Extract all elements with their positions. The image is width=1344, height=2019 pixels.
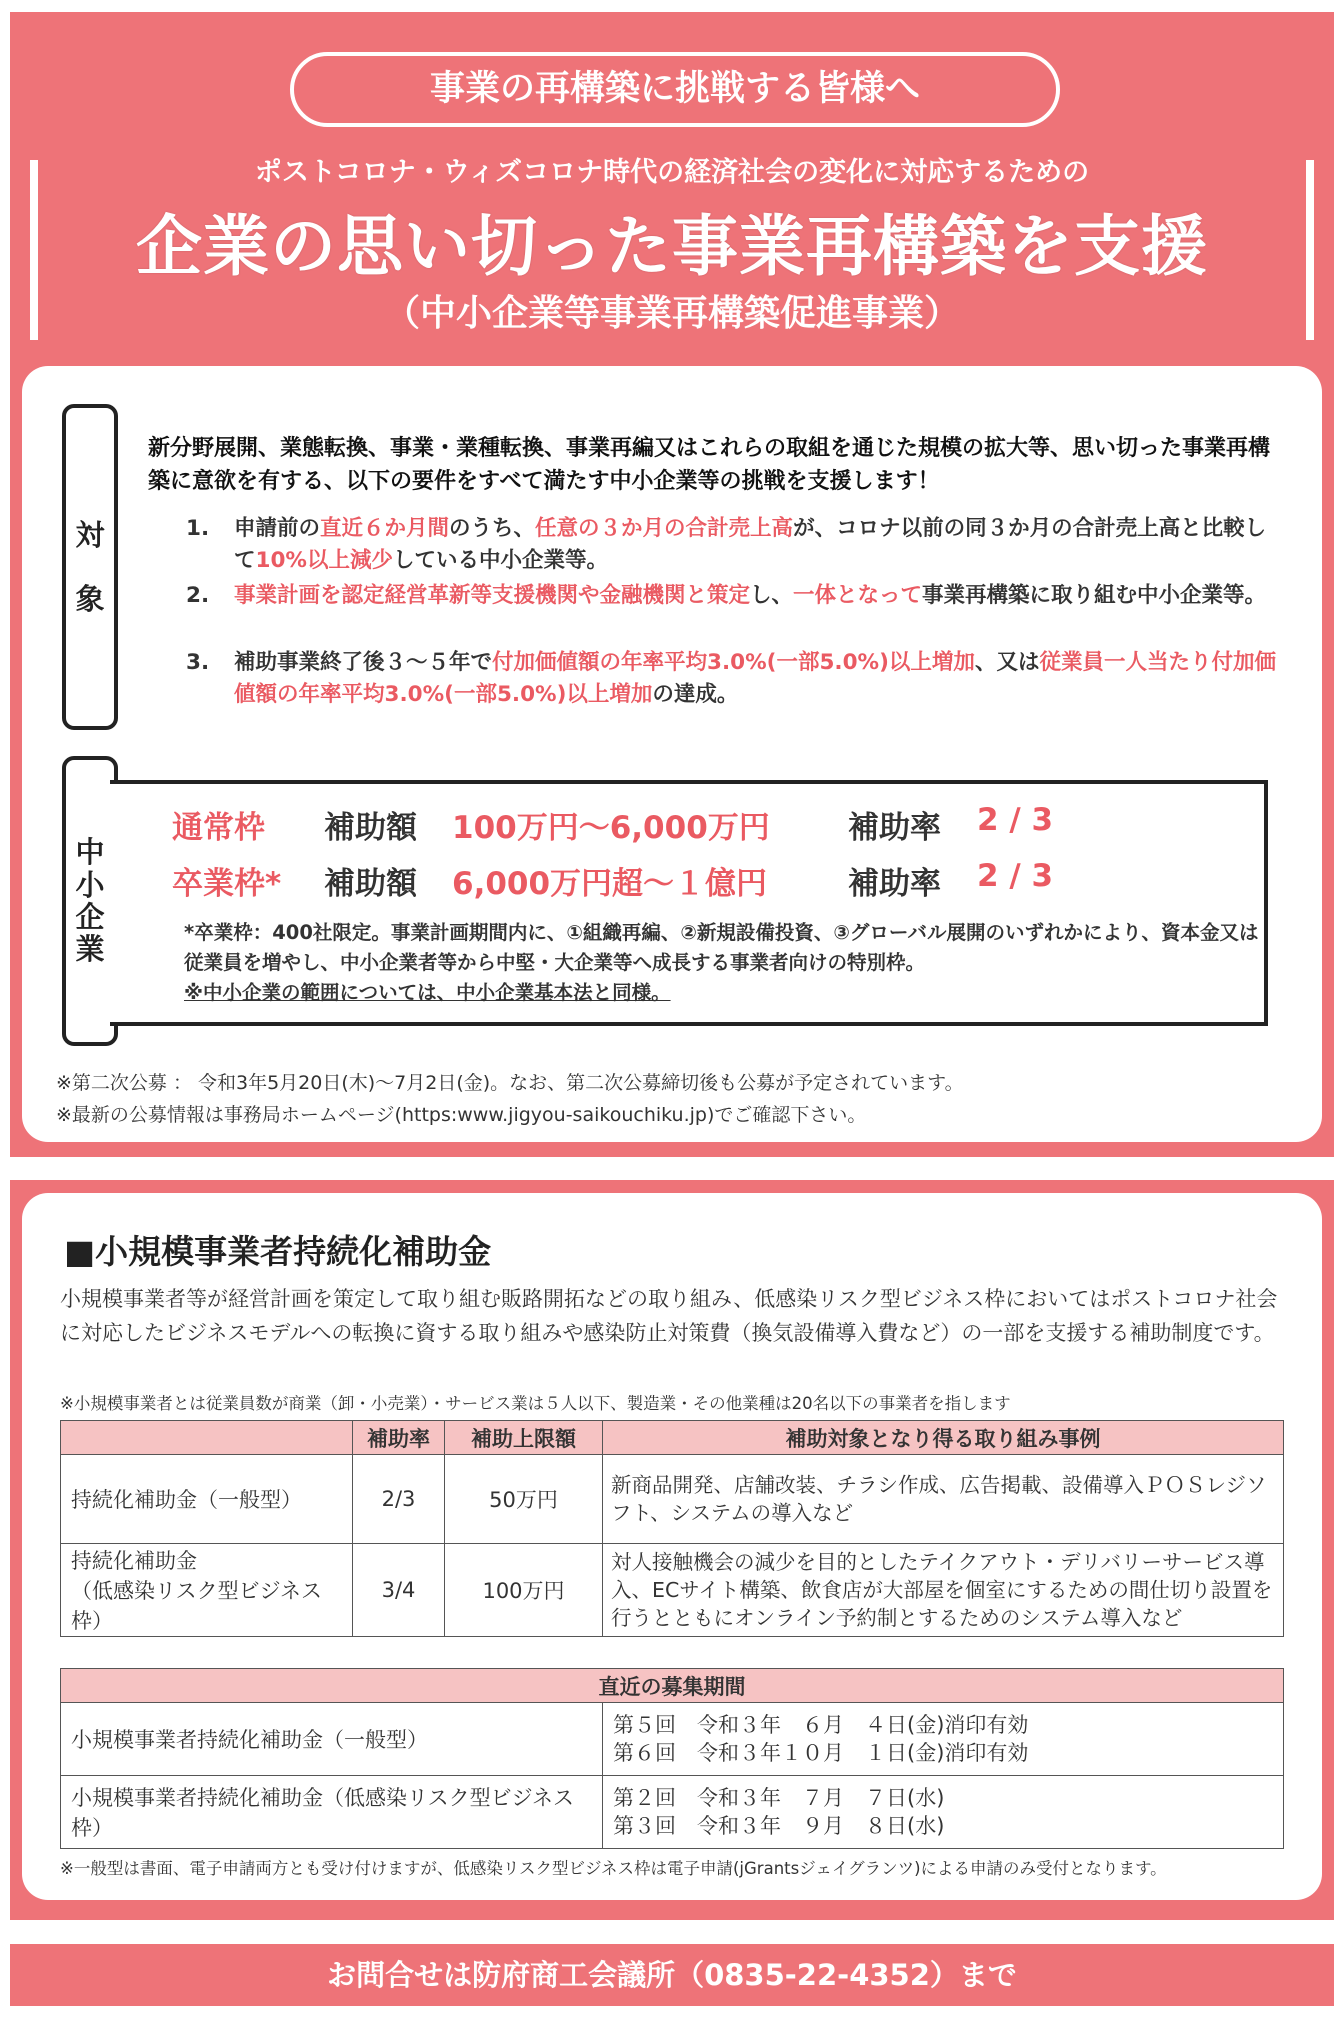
graduation-note: *卒業枠：400社限定。事業計画期間内に、①組織再編、②新規設備投資、③グローバル展開のいずれかにより、資本金又は従業員を増やし、中小企業者等から中堅・大企業等へ成長する事業者向けの特別枠。 — [184, 921, 1259, 974]
notice-2: ※最新の公募情報は事務局ホームページ(https:www.jigyou-saikouchiku.jp)でご確認下さい。 — [56, 1104, 867, 1126]
table-cell — [603, 1703, 1284, 1776]
req-text: 事業再構築に取り組む中小企業等。 — [922, 583, 1267, 608]
contact-banner: お問合せは防府商工会議所（0835-22-4352）まで — [10, 1944, 1334, 2006]
table-row — [61, 1544, 1284, 1637]
program-name: （中小企業等事業再構築促進事業） — [383, 293, 960, 334]
period-note: ※一般型は書面、電子申請両方とも受け付けますが、低感染リスク型ビジネス枠は電子申請(jGrantsジェイグランツ)による申請のみ受付となります。 — [60, 1859, 1167, 1878]
tab-char: 企 — [75, 900, 105, 934]
requirement-3 — [186, 647, 1286, 711]
period-table — [60, 1668, 1284, 1849]
table-cell: 3/4 — [353, 1544, 445, 1637]
target-tab — [62, 404, 118, 730]
target-lead: 新分野展開、業態転換、事業・業種転換、事業再編又はこれらの取組を通じた規模の拡大等、思い切った事業再構築に意欲を有する、以下の要件をすべて満たす中小企業等の挑戦を支援します！ — [148, 436, 1271, 494]
rate-label: 補助率 — [848, 810, 941, 846]
tab-char: 象 — [75, 582, 105, 616]
table-cell: 小規模事業者持続化補助金（一般型） — [61, 1703, 603, 1776]
req-text: 、又は — [974, 650, 1040, 675]
section-description: 小規模事業者等が経営計画を策定して取り組む販路開拓などの取り組み、低感染リスク型ビジネス枠においてはポストコロナ社会に対応したビジネスモデルへの転換に資する取り組みや感染防止対策費（換気設備導入費など）の一部を支援する補助制度です。 — [60, 1287, 1278, 1345]
req-text: し、 — [750, 583, 794, 608]
table-header: 補助上限額 — [445, 1421, 603, 1455]
cell-line: 第３回 令和３年 ９月 ８日(水) — [613, 1814, 945, 1838]
table-row — [61, 1455, 1284, 1544]
amount-value: 6,000万円超～１億円 — [452, 866, 768, 902]
table-header: 直近の募集期間 — [61, 1669, 1284, 1703]
req-number: 3. — [186, 650, 210, 675]
table-cell — [603, 1776, 1284, 1849]
table-cell: 小規模事業者持続化補助金（低感染リスク型ビジネス枠） — [61, 1776, 603, 1849]
amount-label: 補助額 — [324, 810, 417, 846]
req-highlight: 任意の３か月の合計売上高 — [535, 516, 794, 541]
table-header: 補助対象となり得る取り組み事例 — [603, 1421, 1284, 1455]
subsidy-table — [60, 1420, 1284, 1637]
frame-name: 通常枠 — [172, 810, 265, 846]
tab-char: 中 — [75, 835, 105, 870]
amount-label: 補助額 — [324, 866, 417, 902]
table-cell: 持続化補助金（一般型） — [61, 1455, 353, 1544]
req-text: のうち、 — [449, 516, 536, 541]
cell-line: 第５回 令和３年 ６月 ４日(金)消印有効 — [613, 1713, 1029, 1737]
table-header-row — [61, 1669, 1284, 1703]
cell-line: 第２回 令和３年 ７月 ７日(水) — [613, 1786, 945, 1810]
section-note: ※小規模事業者とは従業員数が商業（卸・小売業）・サービス業は５人以下、製造業・その他業種は20名以下の事業者を指します — [60, 1394, 1011, 1413]
table-header-row — [61, 1421, 1284, 1455]
requirement-2 — [186, 580, 1286, 612]
table-cell: 2/3 — [353, 1455, 445, 1544]
req-text: 申請前の — [234, 516, 321, 541]
table-row — [61, 1776, 1284, 1849]
req-highlight: 10%以上減少 — [255, 548, 393, 573]
table-cell: 50万円 — [445, 1455, 603, 1544]
header-pill: 事業の再構築に挑戦する皆様へ — [290, 52, 1060, 127]
table-header — [61, 1421, 353, 1455]
req-text: の達成。 — [652, 682, 739, 707]
sme-scope-note: ※中小企業の範囲については、中小企業基本法と同様。 — [184, 981, 671, 1004]
amount-value: 100万円～6,000万円 — [452, 810, 770, 846]
req-number: 1. — [186, 516, 210, 541]
req-highlight: 一体となって — [793, 583, 923, 608]
req-highlight: 従業員一人当たり付加価値額の年率平均3.0%(一部5.0%)以上増加 — [234, 650, 1276, 707]
req-text: している中小企業等。 — [392, 548, 608, 573]
rate-value: 2 / 3 — [977, 858, 1054, 894]
section-title: ■小規模事業者持続化補助金 — [64, 1232, 492, 1271]
frame-name: 卒業枠* — [172, 866, 282, 902]
req-highlight: 直近６か月間 — [320, 516, 450, 541]
cell-line: 持続化補助金 — [71, 1549, 197, 1573]
cell-line: （低感染リスク型ビジネス枠） — [71, 1579, 322, 1633]
header-subtitle: ポストコロナ・ウィズコロナ時代の経済社会の変化に対応するための — [254, 157, 1090, 188]
table-cell: 対人接触機会の減少を目的としたテイクアウト・デリバリーサービス導入、ECサイト構築、飲食店が大部屋を個室にするための間仕切り設置を行うとともにオンライン予約制とするためのシステム導入など — [603, 1544, 1284, 1637]
rate-label: 補助率 — [848, 866, 941, 902]
req-highlight: 事業計画を認定経営革新等支援機関や金融機関と策定 — [234, 583, 751, 608]
page-title: 企業の思い切った事業再構築を支援 — [136, 208, 1208, 285]
req-text: 補助事業終了後３～５年で — [234, 650, 493, 675]
req-text: が、コロナ以前の同３か月の合計売上高と比較して — [234, 516, 1267, 573]
requirement-1 — [186, 513, 1286, 577]
table-cell: 100万円 — [445, 1544, 603, 1637]
req-highlight: 付加価値額の年率平均3.0%(一部5.0%)以上増加 — [492, 650, 975, 675]
tab-char: 小 — [75, 867, 105, 902]
table-cell — [61, 1544, 353, 1637]
tab-char: 業 — [75, 932, 105, 967]
cell-line: 第６回 令和３年１０月 １日(金)消印有効 — [613, 1741, 1029, 1765]
notice-1: ※第二次公募 ： 令和3年5月20日(木)～7月2日(金)。なお、第二次公募締切後も公募が予定されています。 — [56, 1072, 964, 1094]
table-row — [61, 1703, 1284, 1776]
table-cell: 新商品開発、店舗改装、チラシ作成、広告掲載、設備導入ＰＯＳレジソフト、システムの導入など — [603, 1455, 1284, 1544]
rate-value: 2 / 3 — [977, 802, 1054, 838]
tab-char: 対 — [75, 517, 105, 552]
table-header: 補助率 — [353, 1421, 445, 1455]
frame-note — [184, 918, 1264, 1008]
req-number: 2. — [186, 583, 210, 608]
